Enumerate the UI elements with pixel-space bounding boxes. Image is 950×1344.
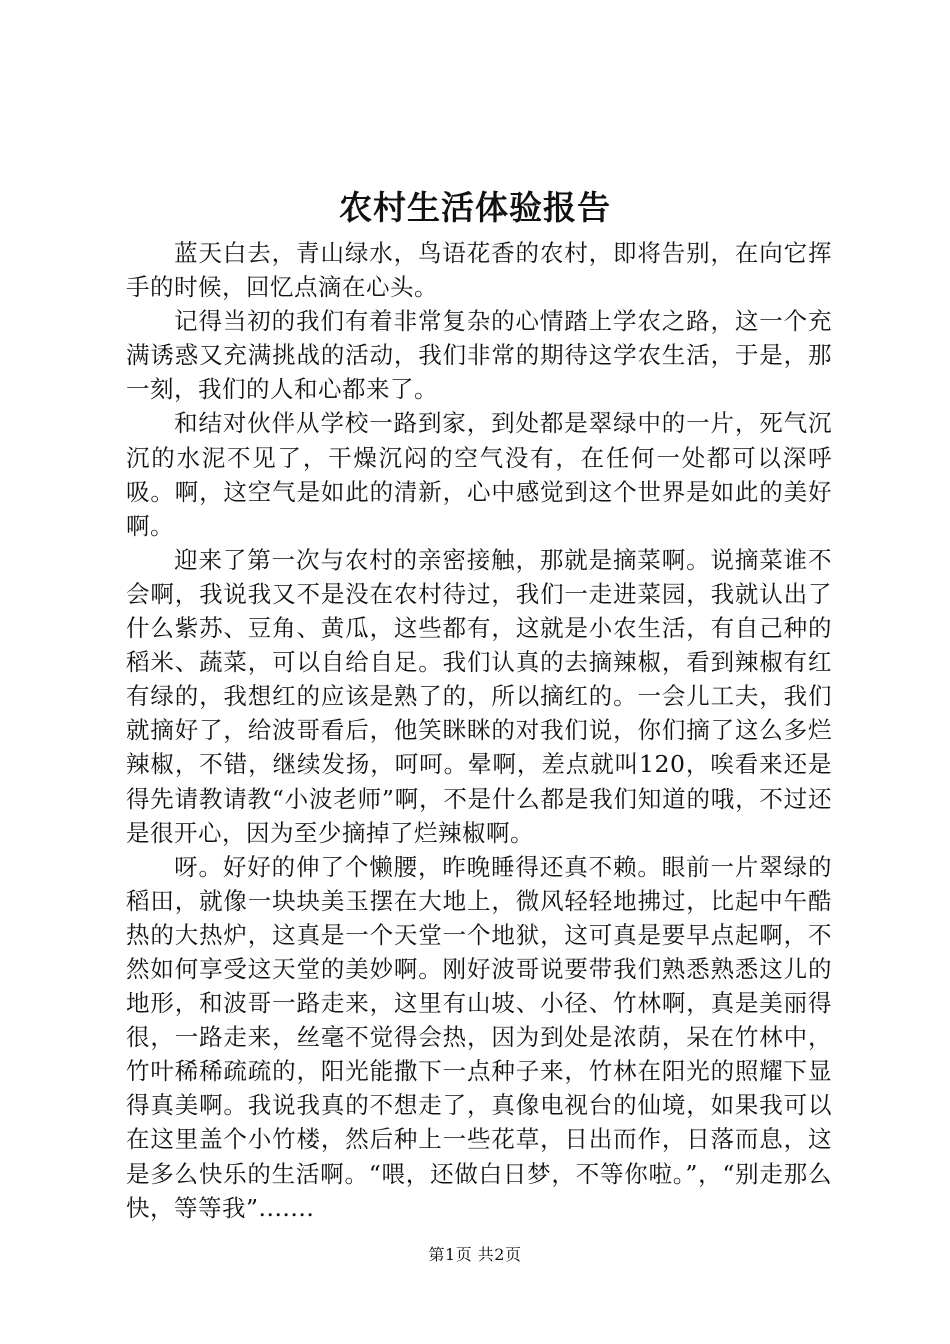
paragraph-1: 蓝天白去，青山绿水，鸟语花香的农村，即将告别，在向它挥手的时候，回忆点滴在心头。 [126,239,832,302]
paragraph-5: 呀。好好的伸了个懒腰，昨晚睡得还真不赖。眼前一片翠绿的稻田，就像一块块美玉摆在大地上，微风轻轻地拂过，比起中午酷热的大热炉，这真是一个天堂一个地狱，这可真是要早点起啊，不然如何享受这天堂的美妙啊。刚好波哥说要带我们熟悉熟悉这儿的地形，和波哥一路走来，这里有山坡、小径、竹林啊，真是美丽得很，一路走来，丝毫不觉得会热，因为到处是浓荫，呆在竹林中，竹叶稀稀疏疏的，阳光能撒下一点种子来，竹林在阳光的照耀下显得真美啊。我说我真的不想走了，真像电视台的仙境，如果我可以在这里盖个小竹楼，然后种上一些花草，日出而作，日落而息，这是多么快乐的生活啊。“喂，还做白日梦，不等你啦。”，“别走那么快，等等我”....... [126,852,832,1222]
page-number-footer: 第1页 共2页 [428,1245,522,1264]
document-title: 农村生活体验报告 [339,188,611,227]
paragraph-4: 迎来了第一次与农村的亲密接触，那就是摘菜啊。说摘菜谁不会啊，我说我又不是没在农村待过，我们一走进菜园，我就认出了什么紫苏、豆角、黄瓜，这些都有，这就是小农生活，有自己种的稻米、蔬菜，可以自给自足。我们认真的去摘辣椒，看到辣椒有红有绿的，我想红的应该是熟了的，所以摘红的。一会儿工夫，我们就摘好了，给波哥看后，他笑眯眯的对我们说，你们摘了这么多烂辣椒，不错，继续发扬，呵呵。晕啊，差点就叫120，唉看来还是得先请教请教“小波老师”啊，不是什么都是我们知道的哦，不过还是很开心，因为至少摘掉了烂辣椒啊。 [126,545,832,847]
document-body [126,236,832,1225]
paragraph-3: 和结对伙伴从学校一路到家，到处都是翠绿中的一片，死气沉沉的水泥不见了，干燥沉闷的空气没有，在任何一处都可以深呼吸。啊，这空气是如此的清新，心中感觉到这个世界是如此的美好啊。 [126,409,832,540]
paragraph-2: 记得当初的我们有着非常复杂的心情踏上学农之路，这一个充满诱惑又充满挑战的活动，我们非常的期待这学农生活，于是，那一刻，我们的人和心都来了。 [126,307,832,404]
